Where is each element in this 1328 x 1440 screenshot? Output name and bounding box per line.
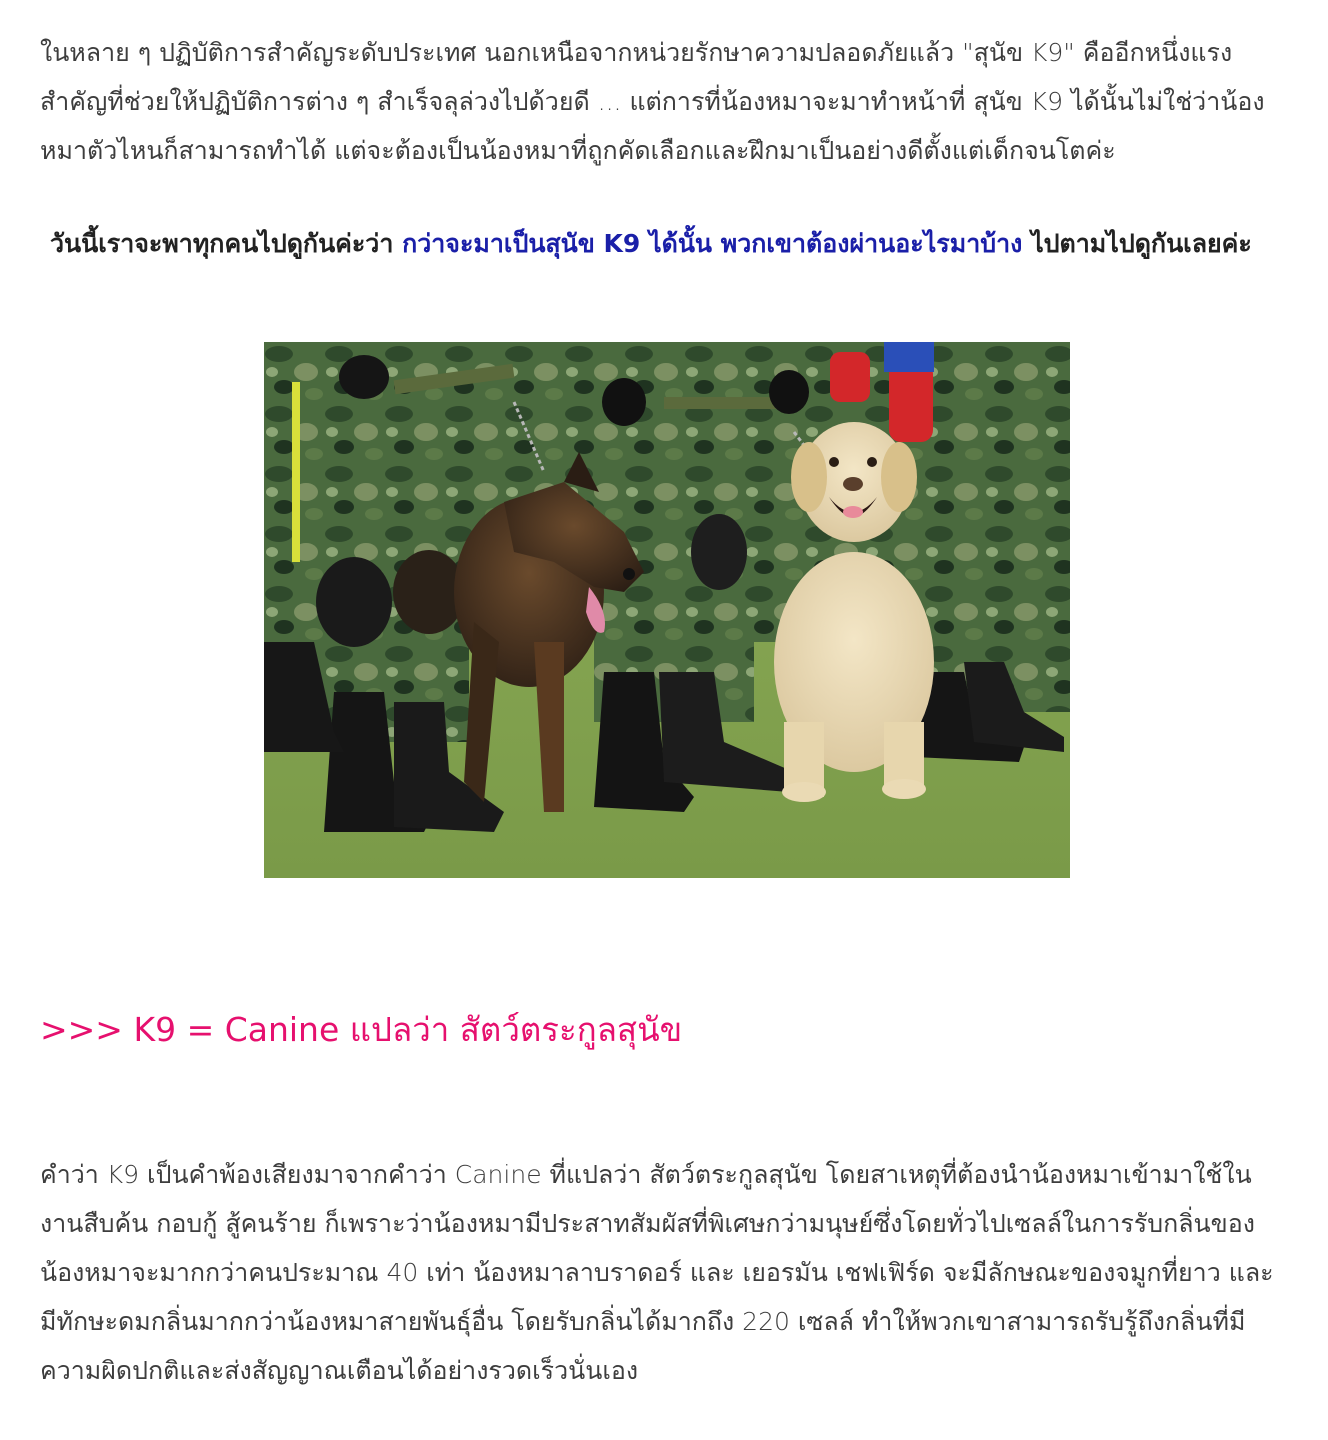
lead-text-after: ไปตามไปดูกันเลยค่ะ: [1022, 229, 1252, 258]
article-body: [40, 1150, 1290, 1395]
lead-highlight-text: กว่าจะมาเป็นสุนัข K9 ได้นั้น พวกเขาต้องผ่านอะไรมาบ้าง: [402, 229, 1023, 258]
body-paragraph: คำว่า K9 เป็นคำพ้องเสียงมาจากคำว่า Canine ที่แปลว่า สัตว์ตระกูลสุนัข โดยสาเหตุที่ต้องนำน้องหมาเข้ามาใช้ในงานสืบค้น กอบกู้ สู้คนร้าย ก็เพราะว่าน้องหมามีประสาทสัมผัสที่พิเศษกว่ามนุษย์ซึ่งโดยทั่วไปเซลล์ในการรับกลิ่นของน้องหมาจะมากกว่าคนประมาณ 40 เท่า น้องหมาลาบราดอร์ และ เยอรมัน เชฟเฟิร์ด จะมีลักษณะของจมูกที่ยาว และมีทักษะดมกลิ่นมากกว่าน้องหมาสายพันธุ์อื่น โดยรับกลิ่นได้มากถึง 220 เซลล์ ทำให้พวกเขาสามารถรับรู้ถึงกลิ่นที่มีความผิดปกติและส่งสัญญาณเตือนได้อย่างรวดเร็วนั่นเอง: [40, 1160, 1274, 1385]
section-heading: >>> K9 = Canine แปลว่า สัตว์ตระกูลสุนัข: [40, 1010, 683, 1049]
lead-paragraph: [40, 219, 1290, 268]
article-top: [40, 28, 1290, 268]
lead-text-before: วันนี้เราจะพาทุกคนไปดูกันค่ะว่า: [50, 229, 403, 258]
k9-dogs-photo: [264, 342, 1070, 878]
intro-paragraph: ในหลาย ๆ ปฏิบัติการสำคัญระดับประเทศ นอกเหนือจากหน่วยรักษาความปลอดภัยแล้ว "สุนัข K9" คืออีกหนึ่งแรงสำคัญที่ช่วยให้ปฏิบัติการต่าง ๆ สำเร็จลุล่วงไปด้วยดี ... แต่การที่น้องหมาจะมาทำหน้าที่ สุนัข K9 ได้นั้นไม่ใช่ว่าน้องหมาตัวไหนก็สามารถทำได้ แต่จะต้องเป็นน้องหมาที่ถูกคัดเลือกและฝึกมาเป็นอย่างดีตั้งแต่เด็กจนโตค่ะ: [40, 38, 1265, 165]
